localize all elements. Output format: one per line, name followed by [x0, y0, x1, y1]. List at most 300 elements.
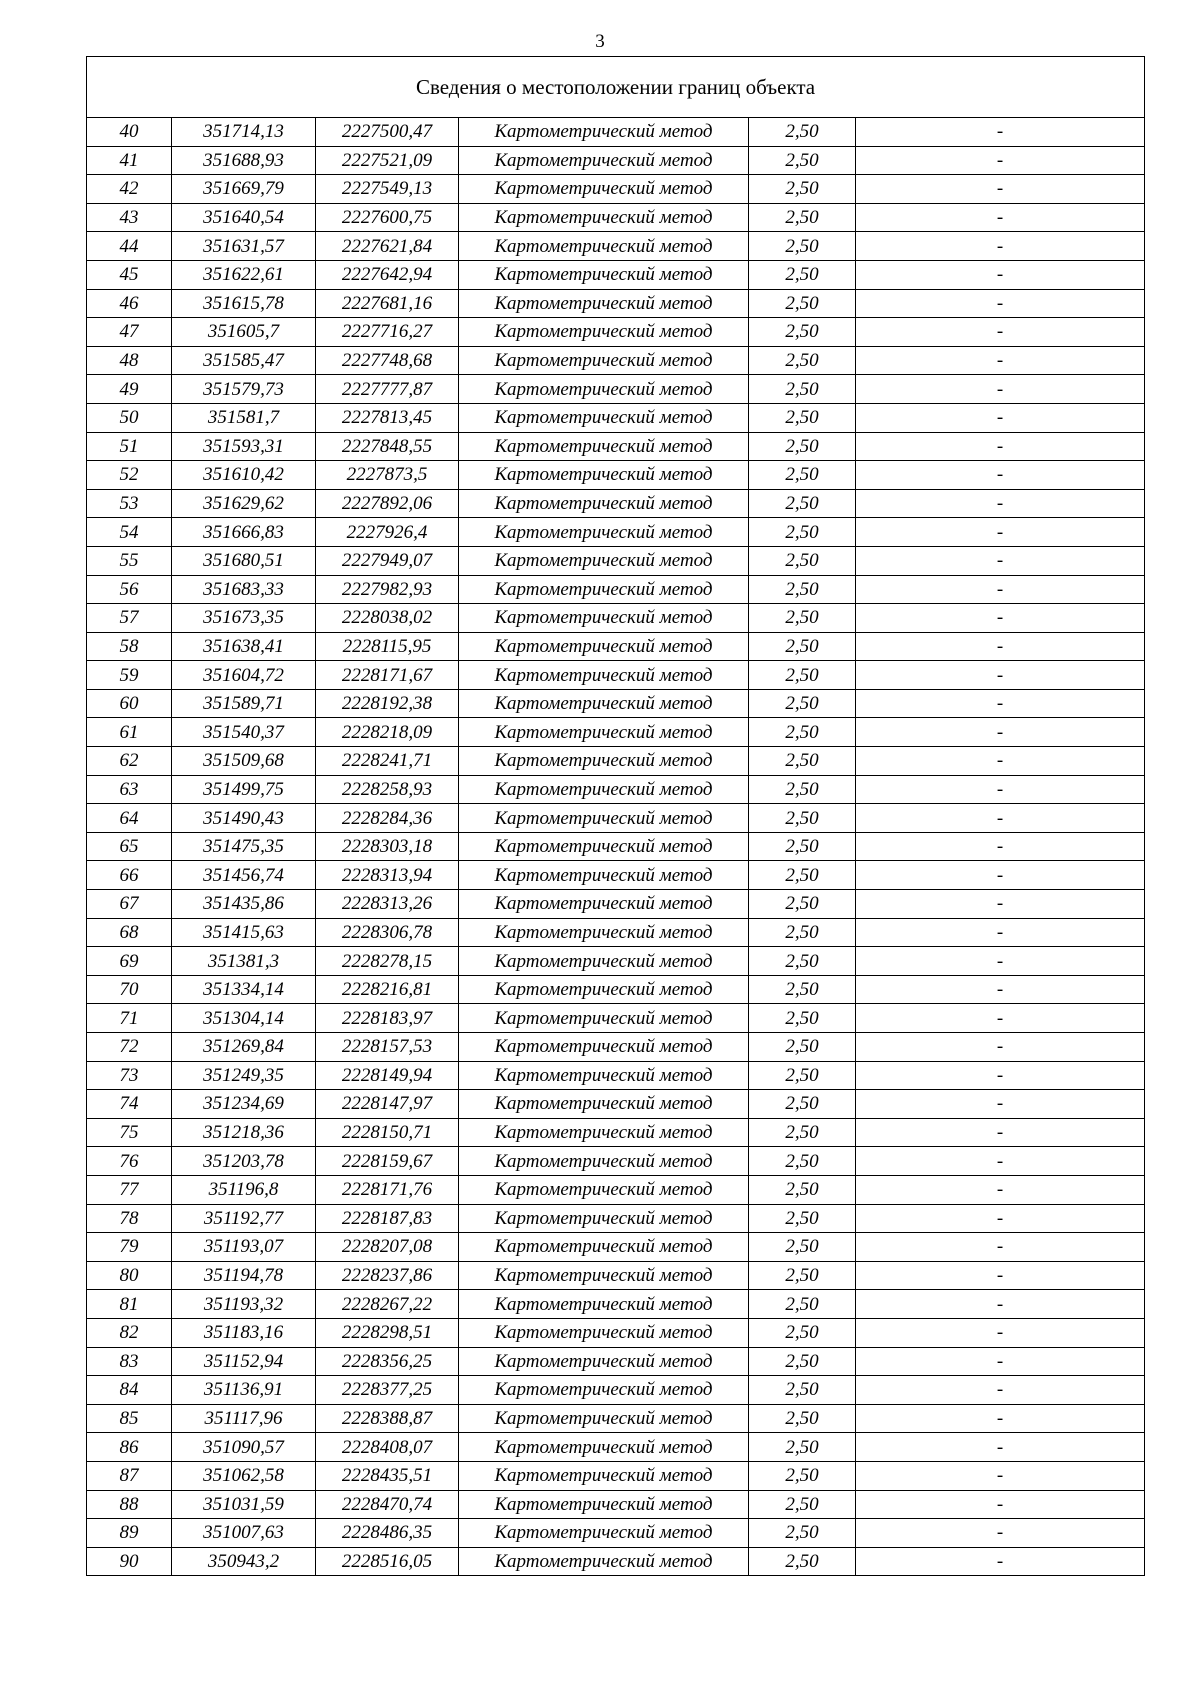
cell-point-number: 57 — [87, 604, 172, 633]
cell-coordinate-x: 351304,14 — [172, 1004, 316, 1033]
cell-method: Картометрический метод — [459, 1519, 749, 1548]
cell-accuracy: 2,50 — [749, 1261, 856, 1290]
cell-point-number: 80 — [87, 1261, 172, 1290]
table-row — [87, 1090, 1145, 1119]
table-row — [87, 661, 1145, 690]
cell-point-number: 86 — [87, 1433, 172, 1462]
table-row — [87, 947, 1145, 976]
cell-accuracy: 2,50 — [749, 1118, 856, 1147]
cell-point-number: 83 — [87, 1347, 172, 1376]
cell-accuracy: 2,50 — [749, 1004, 856, 1033]
cell-coordinate-y: 2228258,93 — [316, 775, 459, 804]
cell-coordinate-x: 350943,2 — [172, 1547, 316, 1576]
cell-point-number: 88 — [87, 1490, 172, 1519]
table-row — [87, 260, 1145, 289]
cell-point-number: 47 — [87, 318, 172, 347]
table-row — [87, 489, 1145, 518]
cell-method: Картометрический метод — [459, 1404, 749, 1433]
cell-method: Картометрический метод — [459, 118, 749, 147]
cell-coordinate-x: 351435,86 — [172, 890, 316, 919]
cell-description: - — [856, 146, 1145, 175]
table-row — [87, 1204, 1145, 1233]
table-row — [87, 1318, 1145, 1347]
cell-coordinate-x: 351585,47 — [172, 346, 316, 375]
cell-point-number: 60 — [87, 689, 172, 718]
table-title: Сведения о местоположении границ объекта — [87, 57, 1145, 118]
cell-coordinate-x: 351381,3 — [172, 947, 316, 976]
cell-coordinate-y: 2227521,09 — [316, 146, 459, 175]
cell-point-number: 45 — [87, 260, 172, 289]
cell-coordinate-y: 2228115,95 — [316, 632, 459, 661]
cell-description: - — [856, 1118, 1145, 1147]
cell-method: Картометрический метод — [459, 747, 749, 776]
cell-coordinate-y: 2227716,27 — [316, 318, 459, 347]
cell-coordinate-x: 351193,07 — [172, 1233, 316, 1262]
cell-coordinate-y: 2228388,87 — [316, 1404, 459, 1433]
cell-accuracy: 2,50 — [749, 1376, 856, 1405]
cell-method: Картометрический метод — [459, 918, 749, 947]
cell-description: - — [856, 1261, 1145, 1290]
cell-coordinate-y: 2228147,97 — [316, 1090, 459, 1119]
table-body — [87, 57, 1145, 1576]
cell-coordinate-y: 2228435,51 — [316, 1461, 459, 1490]
cell-coordinate-y: 2228157,53 — [316, 1033, 459, 1062]
cell-description: - — [856, 1490, 1145, 1519]
table-row — [87, 804, 1145, 833]
cell-coordinate-x: 351193,32 — [172, 1290, 316, 1319]
cell-coordinate-x: 351605,7 — [172, 318, 316, 347]
table-row — [87, 1033, 1145, 1062]
cell-method: Картометрический метод — [459, 1433, 749, 1462]
cell-accuracy: 2,50 — [749, 689, 856, 718]
cell-coordinate-x: 351183,16 — [172, 1318, 316, 1347]
cell-coordinate-y: 2228216,81 — [316, 975, 459, 1004]
cell-description: - — [856, 1175, 1145, 1204]
cell-coordinate-y: 2227642,94 — [316, 260, 459, 289]
cell-method: Картометрический метод — [459, 1204, 749, 1233]
cell-point-number: 90 — [87, 1547, 172, 1576]
cell-method: Картометрический метод — [459, 1147, 749, 1176]
cell-method: Картометрический метод — [459, 1318, 749, 1347]
cell-coordinate-y: 2228183,97 — [316, 1004, 459, 1033]
cell-point-number: 40 — [87, 118, 172, 147]
table-row — [87, 1461, 1145, 1490]
cell-description: - — [856, 260, 1145, 289]
table-row — [87, 861, 1145, 890]
cell-accuracy: 2,50 — [749, 832, 856, 861]
cell-description: - — [856, 175, 1145, 204]
cell-coordinate-x: 351234,69 — [172, 1090, 316, 1119]
cell-point-number: 51 — [87, 432, 172, 461]
cell-accuracy: 2,50 — [749, 203, 856, 232]
cell-point-number: 52 — [87, 461, 172, 490]
cell-method: Картометрический метод — [459, 832, 749, 861]
cell-accuracy: 2,50 — [749, 575, 856, 604]
cell-description: - — [856, 1204, 1145, 1233]
cell-description: - — [856, 232, 1145, 261]
table-row — [87, 546, 1145, 575]
cell-description: - — [856, 1033, 1145, 1062]
cell-method: Картометрический метод — [459, 461, 749, 490]
cell-accuracy: 2,50 — [749, 432, 856, 461]
cell-coordinate-x: 351638,41 — [172, 632, 316, 661]
cell-method: Картометрический метод — [459, 1033, 749, 1062]
cell-coordinate-y: 2228486,35 — [316, 1519, 459, 1548]
cell-description: - — [856, 289, 1145, 318]
cell-description: - — [856, 518, 1145, 547]
cell-point-number: 42 — [87, 175, 172, 204]
cell-method: Картометрический метод — [459, 489, 749, 518]
cell-accuracy: 2,50 — [749, 1204, 856, 1233]
table-row — [87, 1061, 1145, 1090]
cell-method: Картометрический метод — [459, 689, 749, 718]
cell-coordinate-x: 351192,77 — [172, 1204, 316, 1233]
cell-coordinate-x: 351499,75 — [172, 775, 316, 804]
cell-accuracy: 2,50 — [749, 518, 856, 547]
cell-description: - — [856, 861, 1145, 890]
cell-coordinate-y: 2227549,13 — [316, 175, 459, 204]
cell-point-number: 44 — [87, 232, 172, 261]
cell-method: Картометрический метод — [459, 175, 749, 204]
cell-coordinate-y: 2227892,06 — [316, 489, 459, 518]
cell-point-number: 68 — [87, 918, 172, 947]
cell-point-number: 81 — [87, 1290, 172, 1319]
cell-method: Картометрический метод — [459, 775, 749, 804]
cell-accuracy: 2,50 — [749, 804, 856, 833]
cell-coordinate-y: 2227813,45 — [316, 403, 459, 432]
cell-coordinate-x: 351673,35 — [172, 604, 316, 633]
cell-description: - — [856, 1433, 1145, 1462]
cell-point-number: 67 — [87, 890, 172, 919]
cell-description: - — [856, 689, 1145, 718]
cell-coordinate-x: 351415,63 — [172, 918, 316, 947]
cell-method: Картометрический метод — [459, 203, 749, 232]
table-row — [87, 604, 1145, 633]
cell-description: - — [856, 1347, 1145, 1376]
cell-point-number: 56 — [87, 575, 172, 604]
cell-accuracy: 2,50 — [749, 1433, 856, 1462]
cell-method: Картометрический метод — [459, 661, 749, 690]
cell-accuracy: 2,50 — [749, 1090, 856, 1119]
table-row — [87, 432, 1145, 461]
cell-coordinate-y: 2227748,68 — [316, 346, 459, 375]
cell-point-number: 55 — [87, 546, 172, 575]
cell-method: Картометрический метод — [459, 346, 749, 375]
cell-coordinate-x: 351640,54 — [172, 203, 316, 232]
cell-coordinate-x: 351589,71 — [172, 689, 316, 718]
cell-method: Картометрический метод — [459, 1090, 749, 1119]
cell-coordinate-y: 2228278,15 — [316, 947, 459, 976]
cell-description: - — [856, 947, 1145, 976]
cell-coordinate-x: 351610,42 — [172, 461, 316, 490]
table-row — [87, 918, 1145, 947]
cell-point-number: 89 — [87, 1519, 172, 1548]
cell-coordinate-y: 2228149,94 — [316, 1061, 459, 1090]
cell-coordinate-y: 2228218,09 — [316, 718, 459, 747]
cell-coordinate-x: 351090,57 — [172, 1433, 316, 1462]
cell-coordinate-x: 351136,91 — [172, 1376, 316, 1405]
cell-description: - — [856, 403, 1145, 432]
table-row — [87, 1175, 1145, 1204]
cell-point-number: 59 — [87, 661, 172, 690]
cell-point-number: 84 — [87, 1376, 172, 1405]
cell-coordinate-y: 2228241,71 — [316, 747, 459, 776]
cell-description: - — [856, 546, 1145, 575]
cell-coordinate-x: 351249,35 — [172, 1061, 316, 1090]
cell-method: Картометрический метод — [459, 604, 749, 633]
table-row — [87, 1547, 1145, 1576]
cell-description: - — [856, 1090, 1145, 1119]
cell-coordinate-y: 2228306,78 — [316, 918, 459, 947]
cell-coordinate-y: 2228408,07 — [316, 1433, 459, 1462]
table-row — [87, 718, 1145, 747]
table-row — [87, 375, 1145, 404]
cell-coordinate-y: 2227681,16 — [316, 289, 459, 318]
cell-coordinate-x: 351629,62 — [172, 489, 316, 518]
cell-coordinate-y: 2228038,02 — [316, 604, 459, 633]
cell-method: Картометрический метод — [459, 403, 749, 432]
cell-description: - — [856, 604, 1145, 633]
table-row — [87, 1261, 1145, 1290]
cell-accuracy: 2,50 — [749, 861, 856, 890]
cell-description: - — [856, 575, 1145, 604]
cell-coordinate-x: 351666,83 — [172, 518, 316, 547]
table-row — [87, 175, 1145, 204]
table-row — [87, 632, 1145, 661]
cell-accuracy: 2,50 — [749, 1347, 856, 1376]
cell-method: Картометрический метод — [459, 1376, 749, 1405]
cell-accuracy: 2,50 — [749, 1290, 856, 1319]
cell-point-number: 61 — [87, 718, 172, 747]
table-row — [87, 1290, 1145, 1319]
cell-description: - — [856, 975, 1145, 1004]
cell-method: Картометрический метод — [459, 804, 749, 833]
cell-description: - — [856, 775, 1145, 804]
cell-accuracy: 2,50 — [749, 232, 856, 261]
cell-accuracy: 2,50 — [749, 1061, 856, 1090]
table-row — [87, 346, 1145, 375]
table-row — [87, 146, 1145, 175]
cell-coordinate-y: 2228267,22 — [316, 1290, 459, 1319]
cell-description: - — [856, 632, 1145, 661]
cell-description: - — [856, 1404, 1145, 1433]
table-row — [87, 318, 1145, 347]
cell-coordinate-x: 351714,13 — [172, 118, 316, 147]
cell-method: Картометрический метод — [459, 575, 749, 604]
cell-description: - — [856, 918, 1145, 947]
cell-point-number: 64 — [87, 804, 172, 833]
cell-point-number: 73 — [87, 1061, 172, 1090]
cell-accuracy: 2,50 — [749, 1233, 856, 1262]
cell-description: - — [856, 118, 1145, 147]
cell-accuracy: 2,50 — [749, 118, 856, 147]
cell-point-number: 76 — [87, 1147, 172, 1176]
cell-accuracy: 2,50 — [749, 947, 856, 976]
cell-accuracy: 2,50 — [749, 975, 856, 1004]
table-row — [87, 1404, 1145, 1433]
cell-coordinate-y: 2228207,08 — [316, 1233, 459, 1262]
cell-point-number: 69 — [87, 947, 172, 976]
cell-accuracy: 2,50 — [749, 1461, 856, 1490]
cell-coordinate-x: 351688,93 — [172, 146, 316, 175]
cell-coordinate-y: 2227873,5 — [316, 461, 459, 490]
cell-point-number: 48 — [87, 346, 172, 375]
cell-accuracy: 2,50 — [749, 1547, 856, 1576]
cell-description: - — [856, 203, 1145, 232]
cell-accuracy: 2,50 — [749, 1175, 856, 1204]
cell-description: - — [856, 661, 1145, 690]
table-row — [87, 1118, 1145, 1147]
cell-coordinate-x: 351540,37 — [172, 718, 316, 747]
table-row — [87, 118, 1145, 147]
cell-coordinate-y: 2227982,93 — [316, 575, 459, 604]
cell-point-number: 75 — [87, 1118, 172, 1147]
cell-accuracy: 2,50 — [749, 661, 856, 690]
cell-method: Картометрический метод — [459, 260, 749, 289]
cell-point-number: 66 — [87, 861, 172, 890]
cell-coordinate-y: 2228159,67 — [316, 1147, 459, 1176]
cell-coordinate-y: 2227926,4 — [316, 518, 459, 547]
cell-accuracy: 2,50 — [749, 747, 856, 776]
cell-description: - — [856, 1147, 1145, 1176]
cell-coordinate-x: 351604,72 — [172, 661, 316, 690]
table-row — [87, 461, 1145, 490]
cell-description: - — [856, 804, 1145, 833]
cell-coordinate-y: 2227949,07 — [316, 546, 459, 575]
cell-coordinate-y: 2228516,05 — [316, 1547, 459, 1576]
cell-coordinate-x: 351631,57 — [172, 232, 316, 261]
cell-point-number: 49 — [87, 375, 172, 404]
cell-accuracy: 2,50 — [749, 918, 856, 947]
cell-point-number: 70 — [87, 975, 172, 1004]
table-row — [87, 890, 1145, 919]
cell-coordinate-x: 351509,68 — [172, 747, 316, 776]
cell-coordinate-y: 2228284,36 — [316, 804, 459, 833]
cell-method: Картометрический метод — [459, 890, 749, 919]
table-row — [87, 775, 1145, 804]
cell-coordinate-x: 351269,84 — [172, 1033, 316, 1062]
cell-coordinate-y: 2228377,25 — [316, 1376, 459, 1405]
table-row — [87, 1233, 1145, 1262]
cell-accuracy: 2,50 — [749, 546, 856, 575]
cell-method: Картометрический метод — [459, 1461, 749, 1490]
cell-method: Картометрический метод — [459, 1061, 749, 1090]
cell-method: Картометрический метод — [459, 1290, 749, 1319]
cell-description: - — [856, 489, 1145, 518]
cell-point-number: 85 — [87, 1404, 172, 1433]
cell-coordinate-x: 351456,74 — [172, 861, 316, 890]
cell-method: Картометрический метод — [459, 375, 749, 404]
cell-accuracy: 2,50 — [749, 775, 856, 804]
cell-method: Картометрический метод — [459, 1175, 749, 1204]
cell-coordinate-x: 351579,73 — [172, 375, 316, 404]
cell-point-number: 54 — [87, 518, 172, 547]
cell-coordinate-y: 2228237,86 — [316, 1261, 459, 1290]
cell-coordinate-x: 351117,96 — [172, 1404, 316, 1433]
cell-method: Картометрический метод — [459, 1347, 749, 1376]
cell-description: - — [856, 1233, 1145, 1262]
cell-accuracy: 2,50 — [749, 461, 856, 490]
cell-accuracy: 2,50 — [749, 489, 856, 518]
table-row — [87, 1433, 1145, 1462]
cell-method: Картометрический метод — [459, 546, 749, 575]
table-row — [87, 232, 1145, 261]
cell-coordinate-y: 2228470,74 — [316, 1490, 459, 1519]
cell-description: - — [856, 1519, 1145, 1548]
cell-method: Картометрический метод — [459, 146, 749, 175]
cell-point-number: 74 — [87, 1090, 172, 1119]
cell-accuracy: 2,50 — [749, 260, 856, 289]
cell-description: - — [856, 890, 1145, 919]
cell-coordinate-x: 351683,33 — [172, 575, 316, 604]
cell-coordinate-y: 2228303,18 — [316, 832, 459, 861]
cell-description: - — [856, 718, 1145, 747]
cell-accuracy: 2,50 — [749, 346, 856, 375]
table-row — [87, 518, 1145, 547]
cell-coordinate-x: 351615,78 — [172, 289, 316, 318]
cell-coordinate-x: 351203,78 — [172, 1147, 316, 1176]
cell-accuracy: 2,50 — [749, 318, 856, 347]
cell-description: - — [856, 1290, 1145, 1319]
cell-coordinate-x: 351031,59 — [172, 1490, 316, 1519]
cell-coordinate-x: 351218,36 — [172, 1118, 316, 1147]
table-row — [87, 1004, 1145, 1033]
cell-point-number: 71 — [87, 1004, 172, 1033]
cell-method: Картометрический метод — [459, 518, 749, 547]
cell-method: Картометрический метод — [459, 1547, 749, 1576]
table-row — [87, 403, 1145, 432]
cell-point-number: 77 — [87, 1175, 172, 1204]
cell-point-number: 65 — [87, 832, 172, 861]
cell-method: Картометрический метод — [459, 289, 749, 318]
cell-point-number: 41 — [87, 146, 172, 175]
cell-coordinate-y: 2227848,55 — [316, 432, 459, 461]
cell-accuracy: 2,50 — [749, 146, 856, 175]
cell-coordinate-y: 2228187,83 — [316, 1204, 459, 1233]
cell-coordinate-y: 2227777,87 — [316, 375, 459, 404]
table-row — [87, 747, 1145, 776]
cell-accuracy: 2,50 — [749, 604, 856, 633]
cell-point-number: 87 — [87, 1461, 172, 1490]
cell-coordinate-x: 351194,78 — [172, 1261, 316, 1290]
cell-coordinate-y: 2228313,94 — [316, 861, 459, 890]
cell-accuracy: 2,50 — [749, 718, 856, 747]
cell-accuracy: 2,50 — [749, 1519, 856, 1548]
table-row — [87, 689, 1145, 718]
cell-coordinate-x: 351334,14 — [172, 975, 316, 1004]
cell-coordinate-y: 2228150,71 — [316, 1118, 459, 1147]
cell-accuracy: 2,50 — [749, 890, 856, 919]
cell-coordinate-x: 351581,7 — [172, 403, 316, 432]
table-row — [87, 203, 1145, 232]
table-row — [87, 832, 1145, 861]
cell-description: - — [856, 1547, 1145, 1576]
cell-description: - — [856, 432, 1145, 461]
table-row — [87, 1490, 1145, 1519]
cell-point-number: 46 — [87, 289, 172, 318]
cell-accuracy: 2,50 — [749, 1033, 856, 1062]
cell-method: Картометрический метод — [459, 1004, 749, 1033]
cell-point-number: 79 — [87, 1233, 172, 1262]
cell-method: Картометрический метод — [459, 1490, 749, 1519]
cell-method: Картометрический метод — [459, 632, 749, 661]
cell-coordinate-x: 351680,51 — [172, 546, 316, 575]
page-number: 3 — [595, 31, 605, 52]
cell-description: - — [856, 1461, 1145, 1490]
cell-coordinate-x: 351622,61 — [172, 260, 316, 289]
cell-coordinate-x: 351593,31 — [172, 432, 316, 461]
cell-method: Картометрический метод — [459, 947, 749, 976]
